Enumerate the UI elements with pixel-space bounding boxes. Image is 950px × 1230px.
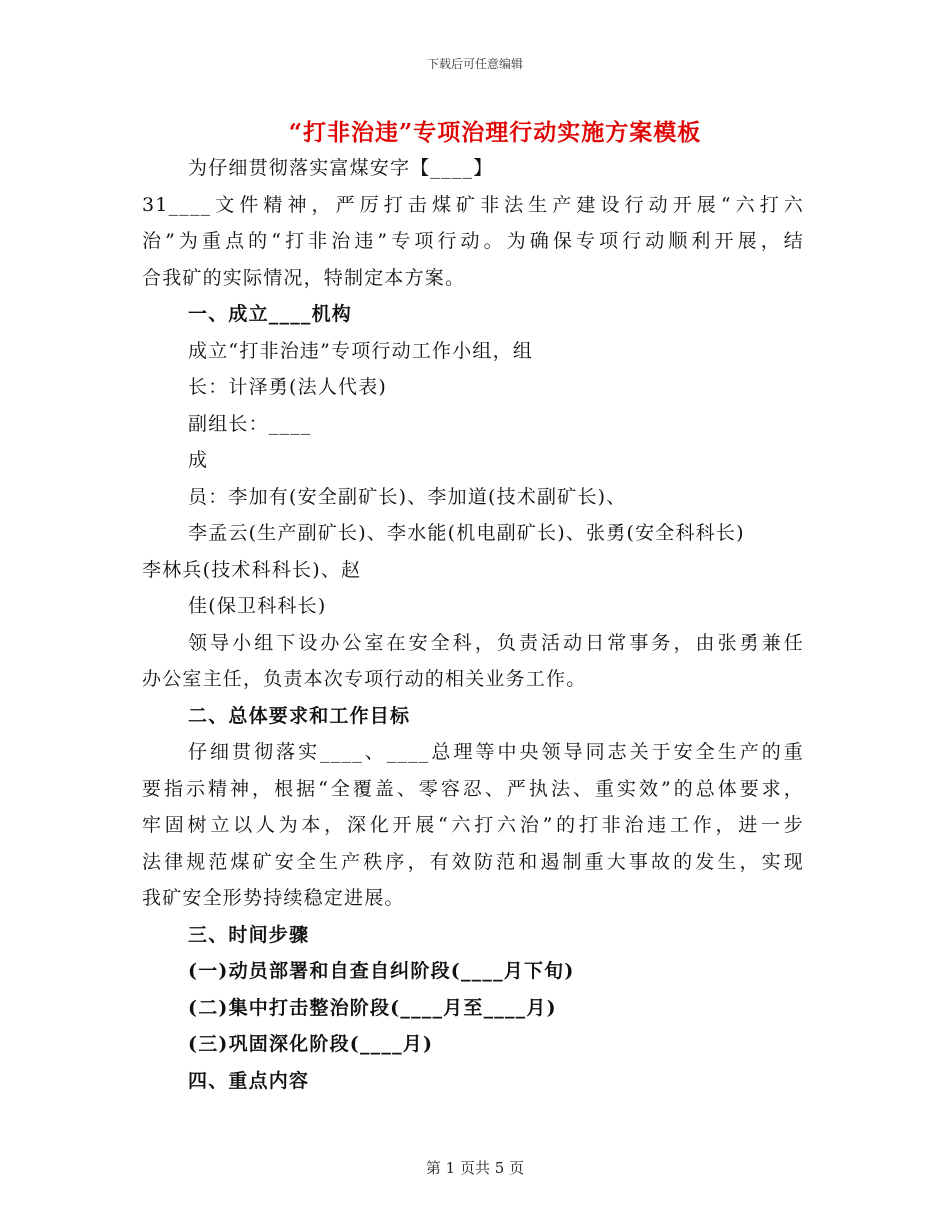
- paragraph-line: 办公室主任，负责本次专项行动的相关业务工作。: [142, 668, 587, 690]
- paragraph-line: 成立“打非治违”专项行动工作小组，组: [188, 339, 534, 362]
- paragraph-line: 法律规范煤矿安全生产秩序，有效防范和遏制重大事故的发生，实现: [142, 850, 804, 873]
- document-title: “打非治违”专项治理行动实施方案模板: [288, 119, 702, 146]
- document-body: [142, 150, 804, 1099]
- subsection-heading: (三)巩固深化阶段(____月): [188, 1033, 434, 1055]
- subsection-heading: (一)动员部署和自查自纠阶段(____月下旬): [188, 960, 575, 982]
- page-footer: 第 1 页共 5 页: [425, 1159, 525, 1177]
- header-note: 下载后可任意编辑: [426, 57, 523, 71]
- section-heading-1: 一、成立____机构: [188, 303, 353, 325]
- paragraph-line: 牢固树立以人为本，深化开展“六打六治”的打非治违工作，进一步: [142, 814, 804, 836]
- paragraph-line: 要指示精神，根据“全覆盖、零容忍、严执法、重实效”的总体要求，: [142, 777, 804, 800]
- paragraph-line: 治”为重点的“打非治违”专项行动。为确保专项行动顺利开展，结: [142, 230, 804, 252]
- paragraph-line: 31____文件精神，严厉打击煤矿非法生产建设行动开展“六打六: [142, 193, 804, 216]
- paragraph-line: 李林兵(技术科科长)、赵: [142, 558, 362, 581]
- subsection-heading: (二)集中打击整治阶段(____月至____月): [188, 996, 557, 1019]
- paragraph-line: 李孟云(生产副矿长)、李水能(机电副矿长)、张勇(安全科科长): [188, 522, 745, 544]
- paragraph-line: 长：计泽勇(法人代表): [188, 376, 388, 398]
- paragraph-line: 合我矿的实际情况，特制定本方案。: [142, 266, 466, 289]
- section-heading-2: 二、总体要求和工作目标: [188, 704, 411, 727]
- section-heading-4: 四、重点内容: [188, 1069, 310, 1092]
- paragraph-line: 仔细贯彻落实____、____总理等中央领导同志关于安全生产的重: [188, 741, 804, 763]
- paragraph-line: 员：李加有(安全副矿长)、李加道(技术副矿长)、: [188, 485, 627, 508]
- section-heading-3: 三、时间步骤: [188, 923, 310, 946]
- paragraph-intro: 为仔细贯彻落实富煤安字【____】: [188, 157, 494, 179]
- paragraph-line: 副组长：____: [188, 412, 312, 435]
- paragraph-line: 成: [188, 449, 209, 471]
- paragraph-line: 我矿安全形势持续稳定进展。: [142, 887, 405, 909]
- paragraph-line: 领导小组下设办公室在安全科，负责活动日常事务，由张勇兼任: [188, 631, 804, 654]
- paragraph-line: 佳(保卫科科长): [188, 595, 327, 617]
